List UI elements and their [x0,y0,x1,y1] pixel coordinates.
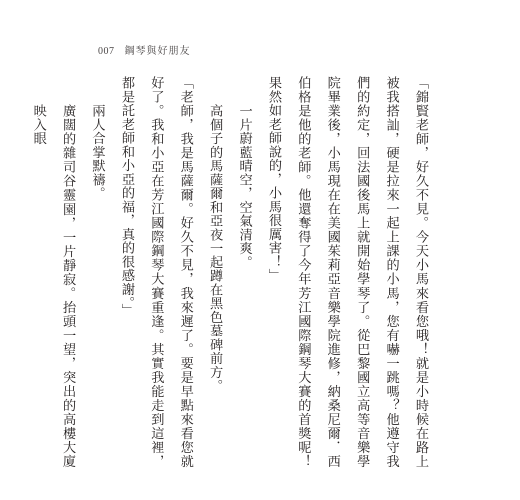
paragraph-5: 兩人合掌默禱。 [89,103,105,200]
page-number: 007 [98,46,115,57]
body-text [23,76,435,468]
paragraph-2: 一片蔚藍晴空，空氣清爽。 [236,103,252,269]
paragraph-3: 高個子的馬薩爾和亞夜一起蹲在黑色墓碑前方。 [207,103,223,393]
paragraph-6: 廣闊的雜司谷靈園，一片靜寂。抬頭一望，突出的高樓大廈映入眼 [30,103,76,468]
running-header [98,46,191,58]
chapter-title: 鋼琴與好朋友 [124,46,191,57]
paragraph-1: 「錦賢老師，好久不見。今天小馬來看您哦！就是小時候在路上被我搭訕，硬是拉來一起上課的小馬，您有嚇一跳嗎？他遵守我們的約定，回法國後馬上就開始學琴了。從巴黎國立高等音樂學院畢業後，小馬現在在美國茱莉亞音樂學院進修，納桑尼爾．西伯格是他的老師。他還奪得了今年芳江國際鋼琴大賽的首獎呢！果然如老師說的，小馬很厲害！」 [265,76,428,468]
paragraph-4: 「老師，我是馬薩爾。好久不見，我來遲了。要是早點來看您就好了。我和小亞在芳江國際鋼琴大賽重逢。其實我能走到這裡，都是託老師和小亞的福，真的很感謝。」 [118,76,193,468]
